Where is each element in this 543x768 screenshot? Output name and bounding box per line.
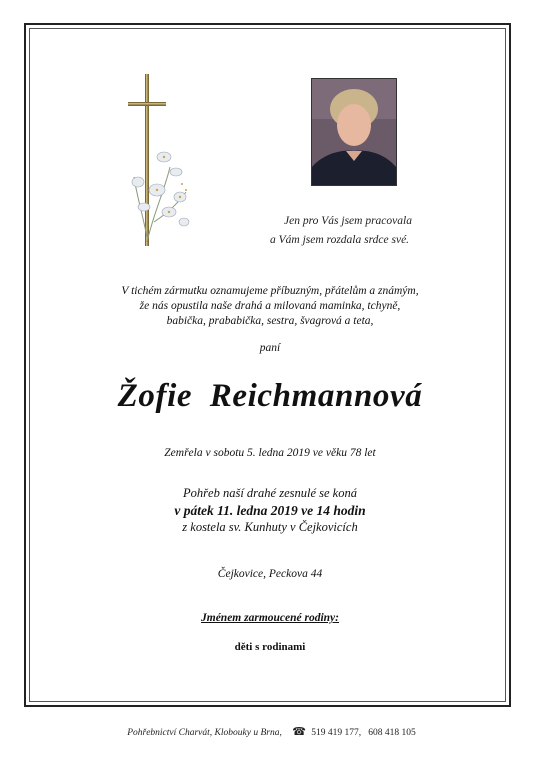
border-frame [24,23,511,707]
intro-line-1: V tichém zármutku oznamujeme příbuzným, přátelům a známým, [121,285,419,297]
phone-numbers: 519 419 177, 608 418 105 [311,728,416,738]
funeral-datetime: v pátek 11. ledna 2019 ve 14 hodin [174,503,366,518]
mourners-label [40,612,500,624]
intro-line-3: babička, prababička, sestra, švagrová a teta, [166,315,374,327]
funeral-company: Pohřebnictví Charvát, Klobouky u Brna, [127,728,282,738]
cross-with-lilies-image [124,72,202,252]
footer [0,725,543,738]
telephone-icon: ☎ [292,726,306,738]
motto-line-2: a Vám jsem rozdala srdce své. [270,234,410,246]
address: Čejkovice, Peckova 44 [217,568,323,580]
cross-icon [124,72,202,252]
intro-line-2: že nás opustila naše drahá a milovaná maminka, tchyně, [139,300,401,312]
funeral-place: z kostela sv. Kunhuty v Čejkovicích [182,520,358,534]
portrait-photo [311,78,397,186]
salutation: paní [259,342,281,354]
mourners-names: děti s rodinami [234,641,306,653]
motto-line-1: Jen pro Vás jsem pracovala [284,215,412,227]
intro-text [40,284,500,329]
mourners-label-text: Jménem zarmoucené rodiny: [201,612,339,624]
inner-border [29,28,506,702]
portrait-image [312,79,396,185]
death-date: Zemřela v sobotu 5. ledna 2019 ve věku 78 let [164,447,376,459]
deceased-name: Žofie Reichmannová [117,378,423,414]
funeral-line-1: Pohřeb naší drahé zesnulé se koná [183,486,357,500]
motto [270,212,460,250]
funeral-info [40,485,500,536]
